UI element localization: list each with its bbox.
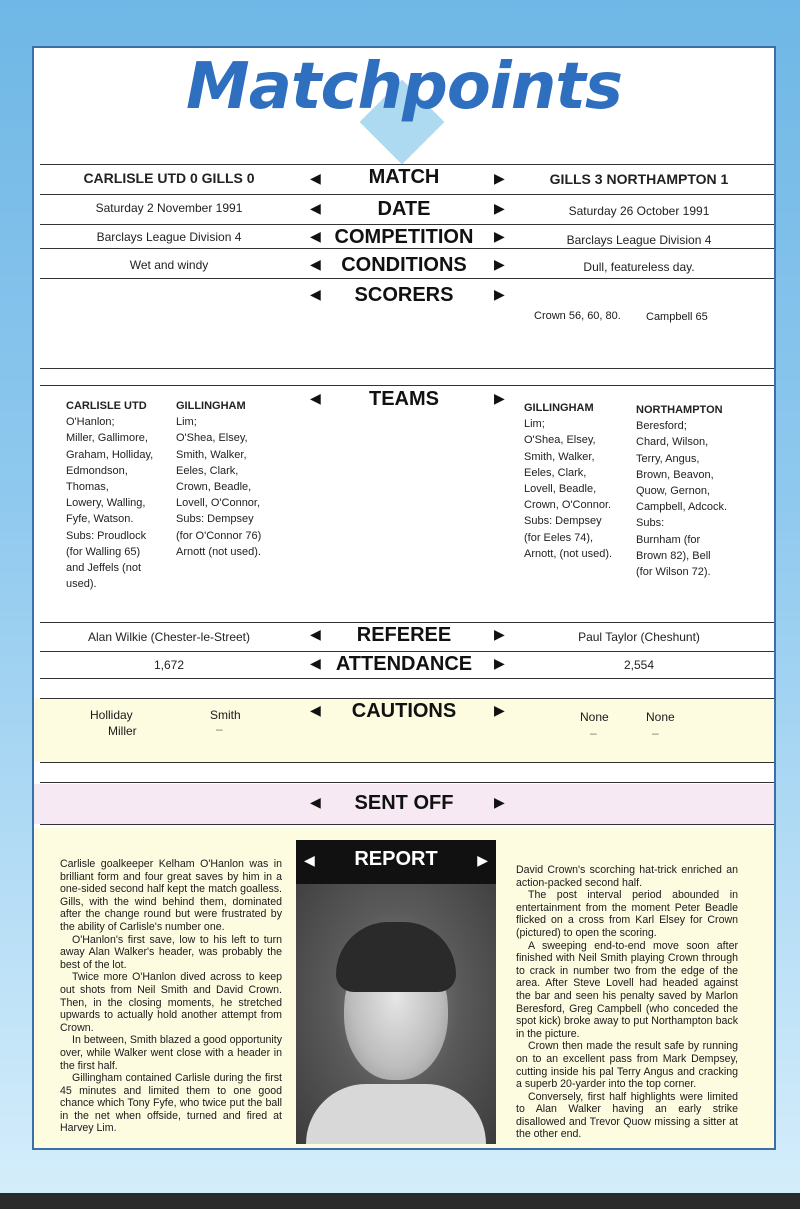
match-left: CARLISLE UTD 0 GILLS 0 xyxy=(83,170,255,186)
divider xyxy=(40,824,774,825)
team-line: Terry, Angus, xyxy=(636,452,700,465)
team-line: Lowery, Walling, xyxy=(66,497,146,510)
team-line: Beresford; xyxy=(636,420,687,433)
divider xyxy=(40,194,774,195)
report-paragraph: Conversely, first half highlights were limited to Alan Walker having an early strike disallowed and Trevor Quow missing a sitter at the other end. xyxy=(516,1090,738,1141)
team-line: Burnham (for xyxy=(636,533,701,546)
report-label: REPORT xyxy=(354,848,438,870)
report-header xyxy=(296,840,496,884)
referee-label: REFEREE xyxy=(356,624,452,646)
caution-left-3: Smith xyxy=(210,708,241,722)
arrow-left-icon: ◀ xyxy=(310,286,321,302)
report-paragraph: In between, Smith blazed a good opportunity over, while Walker went close with a header in the first half. xyxy=(60,1034,282,1072)
team-line: Graham, Holliday, xyxy=(66,448,154,461)
team-line: Fyfe, Watson. xyxy=(66,513,134,526)
divider xyxy=(40,368,774,369)
arrow-left-icon: ◀ xyxy=(310,256,321,272)
team-line: Subs: xyxy=(636,517,665,530)
match-right: GILLS 3 NORTHAMPTON 1 xyxy=(549,171,729,187)
report-paragraph: A sweeping end-to-end move soon after finished with Neil Smith playing Crown through to crack in number two from the edge of the area. After Steve Lovell had headed against the bar and seen his penalty saved by Marlon Beresford, Greg Campbell (who conceded the spot kick) broke away to put Northampton back in the picture. xyxy=(516,939,738,1040)
arrow-left-icon: ◀ xyxy=(310,655,321,671)
scan-edge xyxy=(0,1193,800,1209)
caution-right-3: None xyxy=(646,710,675,724)
teams-label: TEAMS xyxy=(369,388,439,410)
caution-left-2: Miller xyxy=(108,724,137,738)
team-name: NORTHAMPTON xyxy=(636,404,723,416)
attendance-right: 2,554 xyxy=(623,658,655,672)
arrow-right-icon: ▶ xyxy=(494,390,505,406)
team-line: Smith, Walker, xyxy=(524,450,595,463)
caution-right-2: – xyxy=(590,726,597,740)
team-line: Lim; xyxy=(176,416,197,429)
date-left: Saturday 2 November 1991 xyxy=(95,201,243,215)
page-title: Matchpoints xyxy=(186,50,622,124)
arrow-left-icon: ◀ xyxy=(304,852,315,868)
divider xyxy=(40,678,774,679)
scorers-right-northampton: Campbell 65 xyxy=(646,311,708,323)
sent-off-label: SENT OFF xyxy=(354,792,454,814)
competition-label: COMPETITION xyxy=(334,226,474,248)
team-line: Eeles, Clark, xyxy=(524,466,587,479)
report-paragraph: Crown then made the result safe by running on to an excellent pass from Mark Dempsey, cutting inside his pal Terry Angus and cracking a superb 20-yarder into the top corner. xyxy=(516,1040,738,1091)
caution-right-4: – xyxy=(652,726,659,740)
arrow-right-icon: ▶ xyxy=(494,170,505,186)
team-line: Campbell, Adcock. xyxy=(636,501,728,514)
cautions-label: CAUTIONS xyxy=(351,700,457,722)
team-line: Subs: Proudlock xyxy=(66,529,147,542)
team-list-gillingham-away xyxy=(176,398,296,560)
team-line: and Jeffels (not xyxy=(66,562,142,575)
arrow-left-icon: ◀ xyxy=(310,170,321,186)
match-label: MATCH xyxy=(368,166,440,188)
attendance-left: 1,672 xyxy=(153,658,185,672)
matchpoints-page xyxy=(32,46,776,1150)
divider xyxy=(40,782,774,783)
arrow-right-icon: ▶ xyxy=(494,228,505,244)
team-line: Crown, Beadle, xyxy=(176,481,252,494)
team-line: Subs: Dempsey xyxy=(524,515,602,528)
arrow-left-icon: ◀ xyxy=(310,626,321,642)
team-line: (for Wilson 72). xyxy=(636,566,711,579)
divider xyxy=(40,698,774,699)
team-line: O'Shea, Elsey, xyxy=(176,432,248,445)
divider xyxy=(40,622,774,623)
team-line: Arnott (not used). xyxy=(176,545,261,558)
scorers-label: SCORERS xyxy=(354,284,454,306)
team-name: GILLINGHAM xyxy=(524,402,594,414)
divider xyxy=(40,385,774,386)
report-paragraph: Gillingham contained Carlisle during the first 45 minutes and limited them to one good chance which Tony Fyfe, who twice put the ball in the net when offside, turned and fired at Harvey Lim. xyxy=(60,1072,282,1135)
team-list-northampton xyxy=(636,402,766,580)
caution-left-1: Holliday xyxy=(90,708,133,722)
team-line: (for Walling 65) xyxy=(66,545,141,558)
competition-left: Barclays League Division 4 xyxy=(96,230,242,244)
player-photo xyxy=(296,884,496,1144)
conditions-right: Dull, featureless day. xyxy=(583,260,695,274)
arrow-right-icon: ▶ xyxy=(494,794,505,810)
team-line: Edmondson, xyxy=(66,464,128,477)
arrow-right-icon: ▶ xyxy=(494,655,505,671)
team-line: (for O'Connor 76) xyxy=(176,529,262,542)
team-line: (for Eeles 74), xyxy=(524,531,594,544)
report-paragraph: David Crown's scorching hat-trick enriched an action-packed second half. xyxy=(516,864,738,889)
team-line: Quow, Gernon, xyxy=(636,485,710,498)
report-paragraph: O'Hanlon's first save, low to his left to turn away Alan Walker's header, was probably the best of the lot. xyxy=(60,933,282,971)
team-line: O'Shea, Elsey, xyxy=(524,434,596,447)
team-line: Smith, Walker, xyxy=(176,448,247,461)
divider xyxy=(40,651,774,652)
referee-right: Paul Taylor (Cheshunt) xyxy=(578,630,700,644)
caution-right-1: None xyxy=(580,710,609,724)
arrow-left-icon: ◀ xyxy=(310,702,321,718)
report-right-column xyxy=(516,864,738,1141)
caution-left-4: – xyxy=(216,722,223,736)
competition-right: Barclays League Division 4 xyxy=(566,233,712,247)
divider xyxy=(40,248,774,249)
arrow-left-icon: ◀ xyxy=(310,794,321,810)
team-line: O'Hanlon; xyxy=(66,416,115,429)
team-name: CARLISLE UTD xyxy=(66,400,147,412)
report-left-column xyxy=(60,858,282,1135)
arrow-right-icon: ▶ xyxy=(494,702,505,718)
divider xyxy=(40,164,774,165)
team-line: Lovell, Beadle, xyxy=(524,483,597,496)
conditions-label: CONDITIONS xyxy=(341,254,467,276)
conditions-left: Wet and windy xyxy=(129,258,209,272)
team-line: Brown 82), Bell xyxy=(636,549,711,562)
team-list-carlisle xyxy=(66,398,178,592)
report-paragraph: The post interval period abounded in entertainment from the moment Peter Beadle flicked on a cross from Karl Elsey for Crown (pictured) to open the scoring. xyxy=(516,889,738,939)
arrow-right-icon: ▶ xyxy=(494,626,505,642)
arrow-left-icon: ◀ xyxy=(310,228,321,244)
photo-hair xyxy=(336,922,456,992)
report-paragraph: Twice more O'Hanlon dived across to keep out shots from Neil Smith and David Crown. Then, in the closing moments, he stretched upwards to actually hold another attempt from Crown. xyxy=(60,971,282,1034)
arrow-right-icon: ▶ xyxy=(477,852,488,868)
date-label: DATE xyxy=(377,198,431,220)
divider xyxy=(40,762,774,763)
photo-shirt xyxy=(306,1084,486,1144)
team-line: Thomas, xyxy=(66,481,109,494)
arrow-left-icon: ◀ xyxy=(310,200,321,216)
divider xyxy=(40,278,774,279)
team-line: Eeles, Clark, xyxy=(176,464,239,477)
arrow-right-icon: ▶ xyxy=(494,200,505,216)
team-line: used). xyxy=(66,578,97,591)
team-line: Brown, Beavon, xyxy=(636,468,714,481)
referee-left: Alan Wilkie (Chester-le-Street) xyxy=(87,630,251,644)
team-line: Crown, O'Connor. xyxy=(524,499,612,512)
team-line: Lovell, O'Connor, xyxy=(176,497,261,510)
arrow-right-icon: ▶ xyxy=(494,286,505,302)
team-line: Subs: Dempsey xyxy=(176,513,254,526)
report-paragraph: Carlisle goalkeeper Kelham O'Hanlon was in brilliant form and four great saves by him in a one-sided second half kept the match goalless. Gills, with the wind behind them, dominated after the change round but were frustrated by the ability of Carlisle's number one. xyxy=(60,858,282,933)
arrow-left-icon: ◀ xyxy=(310,390,321,406)
scorers-right-gills: Crown 56, 60, 80. xyxy=(534,310,621,322)
team-line: Arnott, (not used). xyxy=(524,547,613,560)
team-line: Miller, Gallimore, xyxy=(66,432,148,445)
team-line: Lim; xyxy=(524,418,545,431)
divider xyxy=(40,224,774,225)
team-line: Chard, Wilson, xyxy=(636,436,709,449)
team-list-gillingham-home xyxy=(524,400,634,562)
date-right: Saturday 26 October 1991 xyxy=(568,204,710,218)
team-name: GILLINGHAM xyxy=(176,400,246,412)
arrow-right-icon: ▶ xyxy=(494,256,505,272)
attendance-label: ATTENDANCE xyxy=(335,653,473,675)
